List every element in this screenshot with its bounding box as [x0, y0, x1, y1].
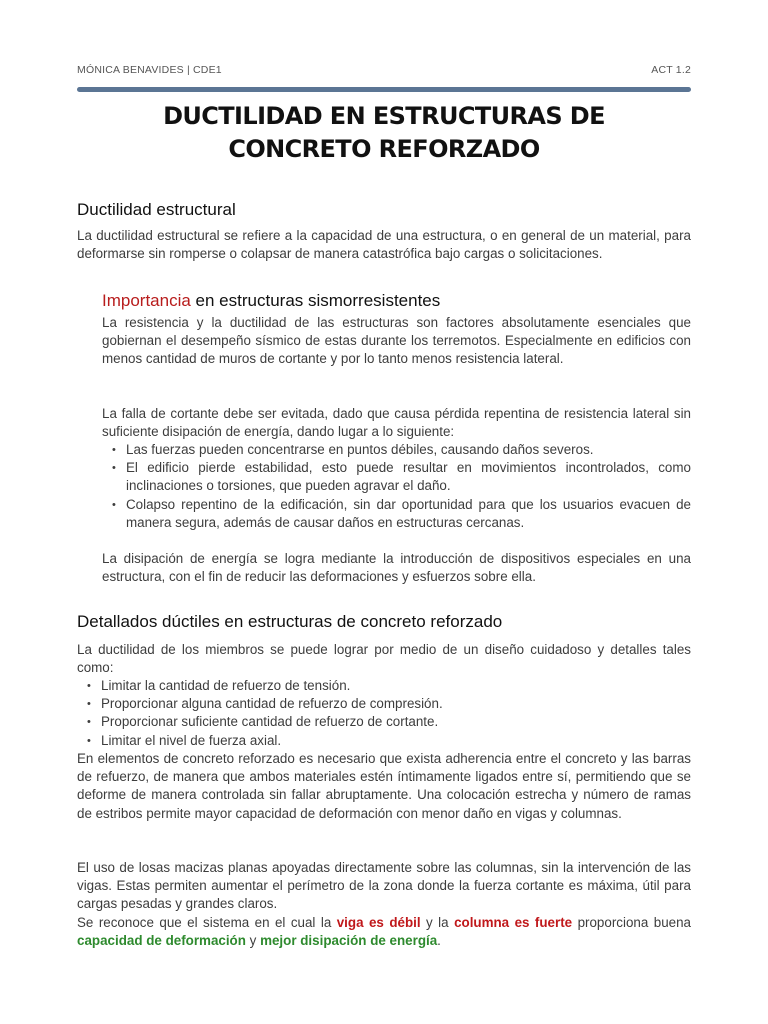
subsection-paragraph-3: La disipación de energía se logra mediante la introducción de dispositivos especiales en una estructura, con el fin de reducir las deformaciones y esfuerzos sobre ella. — [102, 551, 691, 585]
section-heading-ductilidad: Ductilidad estructural — [77, 200, 236, 219]
highlight-strong-column: columna es fuerte — [454, 915, 573, 930]
highlight-deformation-capacity: capacidad de deformación — [77, 933, 246, 949]
section-heading-detallados: Detallados dúctiles en estructuras de concreto reforzado — [77, 612, 503, 631]
section2-paragraph-1: En elementos de concreto reforzado es necesario que exista adherencia entre el concreto y las barras de refuerzo, de manera que ambos materiales estén íntimamente ligados entre sí, permitiendo que se deforme de manera controlada sin fallar abruptamente. Una colocación estrecha y número de ramas de estribos permite mayor capacidad de deformación con menor daño en vigas y columnas. — [77, 751, 691, 821]
section2-intro: La ductilidad de los miembros se puede lograr por medio de un diseño cuidadoso y detalles tales como: — [77, 642, 691, 676]
conclusion-text: Se reconoce que el sistema en el cual la — [77, 915, 337, 930]
activity-label: ACT 1.2 — [651, 64, 691, 76]
list-item: • Proporcionar suficiente cantidad de refuerzo de cortante. — [77, 713, 691, 731]
list-item: • Las fuerzas pueden concentrarse en puntos débiles, causando daños severos. — [102, 441, 691, 459]
highlight-energy-dissipation: mejor disipación de energía — [260, 933, 438, 949]
conclusion-text: y — [245, 933, 261, 949]
page-header — [77, 64, 691, 76]
subsection-heading — [102, 291, 440, 311]
conclusion-text: y la — [420, 915, 455, 930]
detail-list — [77, 677, 691, 750]
section-paragraph: La ductilidad estructural se refiere a la capacidad de una estructura, o en general de un material, para deformarse sin romperse o colapsar de manera catastrófica bajo cargas o solicitaciones. — [77, 228, 691, 262]
subsection-paragraph-2: La falla de cortante debe ser evitada, dado que causa pérdida repentina de resistencia lateral sin suficiente disipación de energía, dando lugar a lo siguiente: — [102, 406, 691, 440]
document-title — [77, 100, 691, 166]
list-item: • Limitar el nivel de fuerza axial. — [77, 732, 691, 750]
conclusion-text: proporciona buena — [572, 915, 691, 930]
conclusion-paragraph — [77, 914, 691, 950]
author-label: MÓNICA BENAVIDES | CDE1 — [77, 64, 222, 76]
list-item: • Limitar la cantidad de refuerzo de tensión. — [77, 677, 691, 695]
list-item: • El edificio pierde estabilidad, esto puede resultar en movimientos incontrolados, como inclinaciones o torsiones, que pueden agravar el daño. — [102, 459, 691, 495]
list-item: • Proporcionar alguna cantidad de refuerzo de compresión. — [77, 695, 691, 713]
header-divider — [77, 87, 691, 92]
list-item: • Colapso repentino de la edificación, sin dar oportunidad para que los usuarios evacuen de manera segura, además de causar daños en estructuras cercanas. — [102, 496, 691, 532]
conclusion-text: . — [437, 933, 441, 949]
consequences-list — [102, 441, 691, 532]
heading-highlight: Importancia — [102, 291, 191, 310]
subsection-paragraph-1: La resistencia y la ductilidad de las estructuras son factores absolutamente esenciales que gobiernan el desempeño sísmico de estas durante los terremotos. Especialmente en edificios con menos cantidad de muros de cortante y por lo tanto menos resistencia lateral. — [102, 315, 691, 367]
title-line-2: CONCRETO REFORZADO — [228, 135, 540, 163]
title-line-1: DUCTILIDAD EN ESTRUCTURAS DE — [163, 102, 605, 130]
section2-paragraph-2: El uso de losas macizas planas apoyadas directamente sobre las columnas, sin la intervención de las vigas. Estas permiten aumentar el perímetro de la zona donde la fuerza cortante es máxima, útil para cargas pesadas y grandes claros. — [77, 860, 691, 912]
heading-rest: en estructuras sismorresistentes — [190, 291, 441, 310]
highlight-weak-beam: viga es débil — [336, 915, 421, 930]
